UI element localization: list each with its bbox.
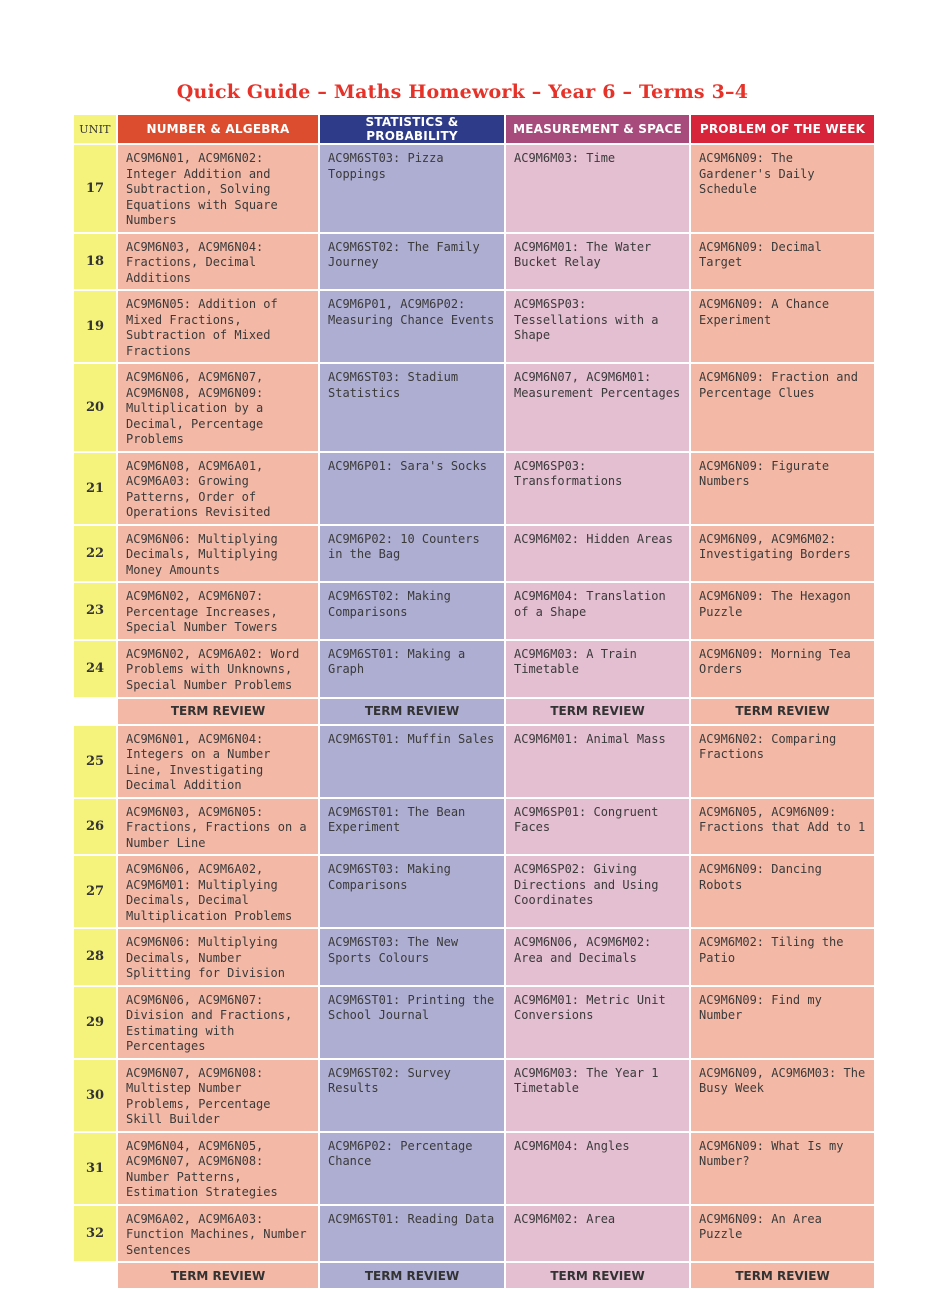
measurement-cell: AC9M6M01: Animal Mass — [505, 725, 690, 798]
measurement-cell: AC9M6M03: Time — [505, 144, 690, 233]
measurement-cell: AC9M6M03: A Train Timetable — [505, 640, 690, 698]
term-review-row — [73, 698, 875, 725]
problem-cell: AC9M6N09: The Gardener's Daily Schedule — [690, 144, 875, 233]
header-number-algebra: NUMBER & ALGEBRA — [117, 114, 319, 144]
statistics-cell: AC9M6P01, AC9M6P02: Measuring Chance Events — [319, 290, 505, 363]
review-cell: TERM REVIEW — [319, 1262, 505, 1289]
term-review-row — [73, 1262, 875, 1289]
measurement-cell: AC9M6M01: The Water Bucket Relay — [505, 233, 690, 291]
measurement-cell: AC9M6SP02: Giving Directions and Using Coordinates — [505, 855, 690, 928]
problem-cell: AC9M6N09: What Is my Number? — [690, 1132, 875, 1205]
statistics-cell: AC9M6ST01: Making a Graph — [319, 640, 505, 698]
statistics-cell: AC9M6P02: Percentage Chance — [319, 1132, 505, 1205]
statistics-cell: AC9M6ST03: Pizza Toppings — [319, 144, 505, 233]
statistics-cell: AC9M6ST02: Making Comparisons — [319, 582, 505, 640]
number-algebra-cell: AC9M6N01, AC9M6N02: Integer Addition and Subtraction, Solving Equations with Square Numbers — [117, 144, 319, 233]
page-title: Quick Guide – Maths Homework – Year 6 – Terms 3–4 — [176, 81, 749, 103]
table-row — [73, 855, 875, 928]
unit-number: 31 — [73, 1132, 117, 1205]
table-row — [73, 640, 875, 698]
measurement-cell: AC9M6N06, AC9M6M02: Area and Decimals — [505, 928, 690, 986]
header-unit: UNIT — [73, 114, 117, 144]
review-cell: TERM REVIEW — [117, 698, 319, 725]
number-algebra-cell: AC9M6N05: Addition of Mixed Fractions, Subtraction of Mixed Fractions — [117, 290, 319, 363]
unit-number: 22 — [73, 525, 117, 583]
review-cell: TERM REVIEW — [690, 1262, 875, 1289]
table-row — [73, 452, 875, 525]
statistics-cell: AC9M6ST01: Muffin Sales — [319, 725, 505, 798]
unit-number: 21 — [73, 452, 117, 525]
table-row — [73, 363, 875, 452]
measurement-cell: AC9M6SP03: Transformations — [505, 452, 690, 525]
header-row — [73, 114, 875, 144]
number-algebra-cell: AC9M6N01, AC9M6N04: Integers on a Number Line, Investigating Decimal Addition — [117, 725, 319, 798]
problem-cell: AC9M6N09, AC9M6M02: Investigating Borders — [690, 525, 875, 583]
number-algebra-cell: AC9M6N07, AC9M6N08: Multistep Number Problems, Percentage Skill Builder — [117, 1059, 319, 1132]
measurement-cell: AC9M6M02: Area — [505, 1205, 690, 1263]
problem-cell: AC9M6N09, AC9M6M03: The Busy Week — [690, 1059, 875, 1132]
table-row — [73, 582, 875, 640]
measurement-cell: AC9M6SP01: Congruent Faces — [505, 798, 690, 856]
statistics-cell: AC9M6ST01: Printing the School Journal — [319, 986, 505, 1059]
review-blank-cell — [73, 1262, 117, 1289]
unit-number: 28 — [73, 928, 117, 986]
statistics-cell: AC9M6ST03: The New Sports Colours — [319, 928, 505, 986]
table-row — [73, 290, 875, 363]
statistics-cell: AC9M6ST01: Reading Data — [319, 1205, 505, 1263]
number-algebra-cell: AC9M6N02, AC9M6A02: Word Problems with Unknowns, Special Number Problems — [117, 640, 319, 698]
problem-cell: AC9M6N09: Fraction and Percentage Clues — [690, 363, 875, 452]
number-algebra-cell: AC9M6N06: Multiplying Decimals, Number Splitting for Division — [117, 928, 319, 986]
unit-number: 17 — [73, 144, 117, 233]
review-cell: TERM REVIEW — [319, 698, 505, 725]
measurement-cell: AC9M6M04: Angles — [505, 1132, 690, 1205]
review-cell: TERM REVIEW — [505, 698, 690, 725]
statistics-cell: AC9M6ST01: The Bean Experiment — [319, 798, 505, 856]
unit-number: 32 — [73, 1205, 117, 1263]
table-row — [73, 1132, 875, 1205]
problem-cell: AC9M6N05, AC9M6N09: Fractions that Add to 1 — [690, 798, 875, 856]
homework-guide-table — [72, 113, 876, 1290]
table-row — [73, 725, 875, 798]
header-statistics-probability: STATISTICS & PROBABILITY — [319, 114, 505, 144]
statistics-cell: AC9M6ST03: Making Comparisons — [319, 855, 505, 928]
table-row — [73, 144, 875, 233]
review-cell: TERM REVIEW — [690, 698, 875, 725]
header-problem-of-week: PROBLEM OF THE WEEK — [690, 114, 875, 144]
measurement-cell: AC9M6SP03: Tessellations with a Shape — [505, 290, 690, 363]
measurement-cell: AC9M6N07, AC9M6M01: Measurement Percentages — [505, 363, 690, 452]
statistics-cell: AC9M6P01: Sara's Socks — [319, 452, 505, 525]
table-row — [73, 1205, 875, 1263]
statistics-cell: AC9M6P02: 10 Counters in the Bag — [319, 525, 505, 583]
table-row — [73, 525, 875, 583]
number-algebra-cell: AC9M6N08, AC9M6A01, AC9M6A03: Growing Patterns, Order of Operations Revisited — [117, 452, 319, 525]
problem-cell: AC9M6N09: Dancing Robots — [690, 855, 875, 928]
table-row — [73, 798, 875, 856]
table-row — [73, 233, 875, 291]
header-measurement-space: MEASUREMENT & SPACE — [505, 114, 690, 144]
number-algebra-cell: AC9M6N06, AC9M6N07, AC9M6N08, AC9M6N09: Multiplication by a Decimal, Percentage Problems — [117, 363, 319, 452]
unit-number: 27 — [73, 855, 117, 928]
problem-cell: AC9M6N02: Comparing Fractions — [690, 725, 875, 798]
unit-number: 23 — [73, 582, 117, 640]
statistics-cell: AC9M6ST02: The Family Journey — [319, 233, 505, 291]
problem-cell: AC9M6N09: Find my Number — [690, 986, 875, 1059]
table-row — [73, 1059, 875, 1132]
problem-cell: AC9M6N09: The Hexagon Puzzle — [690, 582, 875, 640]
number-algebra-cell: AC9M6N06, AC9M6N07: Division and Fractions, Estimating with Percentages — [117, 986, 319, 1059]
unit-number: 18 — [73, 233, 117, 291]
review-cell: TERM REVIEW — [505, 1262, 690, 1289]
measurement-cell: AC9M6M02: Hidden Areas — [505, 525, 690, 583]
statistics-cell: AC9M6ST02: Survey Results — [319, 1059, 505, 1132]
unit-number: 25 — [73, 725, 117, 798]
number-algebra-cell: AC9M6N03, AC9M6N05: Fractions, Fractions on a Number Line — [117, 798, 319, 856]
measurement-cell: AC9M6M03: The Year 1 Timetable — [505, 1059, 690, 1132]
review-cell: TERM REVIEW — [117, 1262, 319, 1289]
number-algebra-cell: AC9M6N03, AC9M6N04: Fractions, Decimal Additions — [117, 233, 319, 291]
number-algebra-cell: AC9M6A02, AC9M6A03: Function Machines, Number Sentences — [117, 1205, 319, 1263]
unit-number: 26 — [73, 798, 117, 856]
review-blank-cell — [73, 698, 117, 725]
unit-number: 29 — [73, 986, 117, 1059]
unit-number: 19 — [73, 290, 117, 363]
problem-cell: AC9M6N09: A Chance Experiment — [690, 290, 875, 363]
number-algebra-cell: AC9M6N06, AC9M6A02, AC9M6M01: Multiplying Decimals, Decimal Multiplication Problems — [117, 855, 319, 928]
problem-cell: AC9M6N09: Decimal Target — [690, 233, 875, 291]
problem-cell: AC9M6N09: An Area Puzzle — [690, 1205, 875, 1263]
problem-cell: AC9M6N09: Figurate Numbers — [690, 452, 875, 525]
number-algebra-cell: AC9M6N04, AC9M6N05, AC9M6N07, AC9M6N08: Number Patterns, Estimation Strategies — [117, 1132, 319, 1205]
number-algebra-cell: AC9M6N06: Multiplying Decimals, Multiplying Money Amounts — [117, 525, 319, 583]
statistics-cell: AC9M6ST03: Stadium Statistics — [319, 363, 505, 452]
table-row — [73, 928, 875, 986]
unit-number: 20 — [73, 363, 117, 452]
problem-cell: AC9M6N09: Morning Tea Orders — [690, 640, 875, 698]
problem-cell: AC9M6M02: Tiling the Patio — [690, 928, 875, 986]
unit-number: 30 — [73, 1059, 117, 1132]
table-row — [73, 986, 875, 1059]
unit-number: 24 — [73, 640, 117, 698]
number-algebra-cell: AC9M6N02, AC9M6N07: Percentage Increases, Special Number Towers — [117, 582, 319, 640]
measurement-cell: AC9M6M01: Metric Unit Conversions — [505, 986, 690, 1059]
measurement-cell: AC9M6M04: Translation of a Shape — [505, 582, 690, 640]
